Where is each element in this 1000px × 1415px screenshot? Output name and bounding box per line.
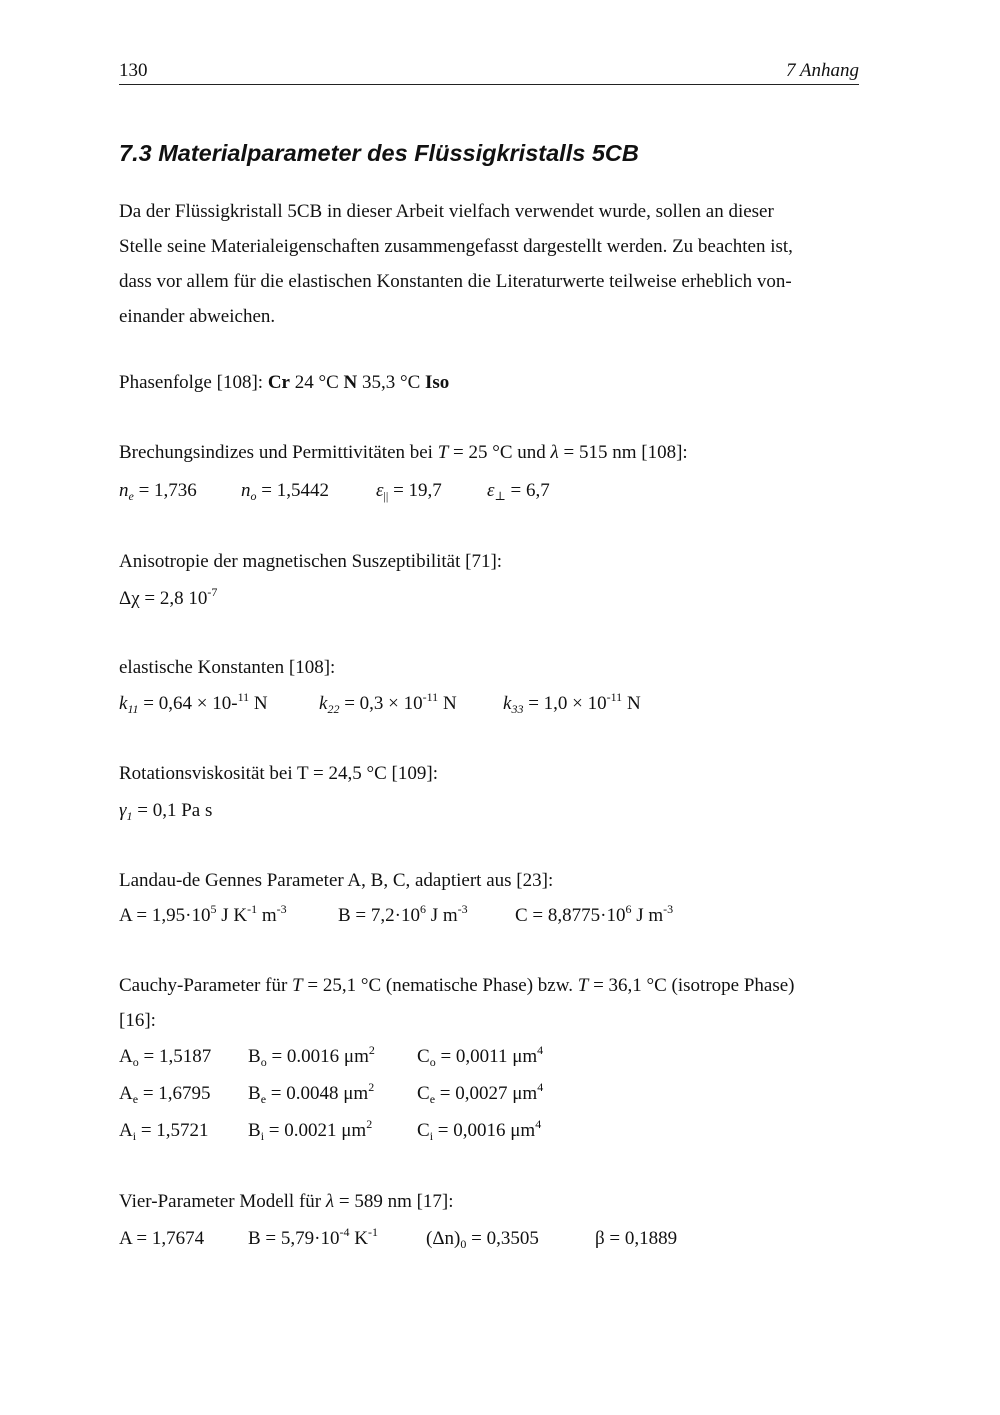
- landau-c: $C = 8,8775\cdot 10^6$ J $m^{-3}$: [515, 902, 674, 926]
- k11-value: $k_{11} = 0,64 \times 10-^{11}$ N: [119, 690, 268, 716]
- four-param-b: $B = 5,79\cdot 10^{-4}$ $K^{-1}$: [248, 1225, 378, 1249]
- four-param-heading: Vier-Parameter Modell für λ = 589 nm [17]:: [119, 1191, 454, 1212]
- elastic-values: [119, 692, 719, 716]
- four-param-a: A = 1,7674: [119, 1228, 205, 1249]
- rotation-value: $\gamma_1 = 0,1$ Pa s: [119, 800, 213, 823]
- cauchy-heading: Cauchy-Parameter für T = 25,1 °C (nematische Phase) bzw. T = 36,1 °C (isotrope Phase): [119, 975, 795, 996]
- cauchy-heading-ref: [16]:: [119, 1010, 156, 1031]
- landau-a: $A = 1,95\cdot 10^5$ J $K^{-1}$ $m^{-3}$: [119, 902, 287, 926]
- page-number: 130: [119, 60, 148, 81]
- ne-value: $n_e = 1,736$: [119, 480, 197, 503]
- cauchy-row: $A_o = 1,5187$ $B_o = 0.0016$ $\mu m^2$ $C_o = 0,0011$ $\mu m^4$: [119, 1043, 544, 1069]
- no-value: $n_o = 1,5442$: [241, 480, 329, 503]
- page-header: [119, 60, 859, 85]
- k33-value: $k_{33} = 1,0 \times 10^{-11}$ N: [503, 690, 641, 716]
- refraction-heading: Brechungsindizes und Permittivitäten bei T = 25 °C und λ = 515 nm [108]:: [119, 442, 688, 463]
- landau-b: $B = 7,2\cdot 10^6$ J $m^{-3}$: [338, 902, 468, 926]
- cauchy-row: $A_e = 1,6795$ $B_e = 0.0048$ $\mu m^2$ $C_e = 0,0027$ $\mu m^4$: [119, 1080, 544, 1106]
- four-param-beta: β = 0,1889: [595, 1228, 678, 1249]
- four-param-dn: $(\Delta n)_0 = 0,3505$: [426, 1228, 539, 1251]
- four-param-values: [119, 1227, 719, 1251]
- k22-value: $k_{22} = 0,3 \times 10^{-11}$ N: [319, 690, 457, 716]
- refraction-values: [119, 479, 719, 503]
- eps-parallel-value: $\varepsilon_{||} = 19,7$: [376, 480, 442, 503]
- landau-heading: Landau-de Gennes Parameter A, B, C, adaptiert aus [23]:: [119, 870, 554, 891]
- elastic-heading: elastische Konstanten [108]:: [119, 657, 336, 678]
- rotation-heading: Rotationsviskosität bei T = 24,5 °C [109]:: [119, 763, 438, 784]
- landau-values: [119, 904, 739, 928]
- anisotropy-heading: Anisotropie der magnetischen Suszeptibilität [71]:: [119, 551, 503, 572]
- anisotropy-value: Δχ = 2,8 $10^{-7}$: [119, 585, 218, 609]
- section-title: 7.3 Materialparameter des Flüssigkristalls 5CB: [119, 140, 639, 166]
- eps-perp-value: $\varepsilon_\perp = 6,7$: [487, 480, 550, 503]
- chapter-title: 7 Anhang: [785, 60, 859, 81]
- cauchy-row: $A_i = 1,5721$ $B_i = 0.0021$ $\mu m^2$ $C_i = 0,0016$ $\mu m^4$: [119, 1117, 542, 1143]
- phase-sequence: Phasenfolge [108]: Cr 24 °C N 35,3 °C Iso: [119, 372, 450, 393]
- intro-paragraph: Da der Flüssigkristall 5CB in dieser Arbeit vielfach verwendet wurde, sollen an dieser Stelle seine Materialeigenschaften zusammengefasst dargestellt werden. Zu beachten ist, dass vor allem für die elastischen Konstanten die Literaturwerte teilweise erheblich von- einander abweichen.: [119, 201, 793, 327]
